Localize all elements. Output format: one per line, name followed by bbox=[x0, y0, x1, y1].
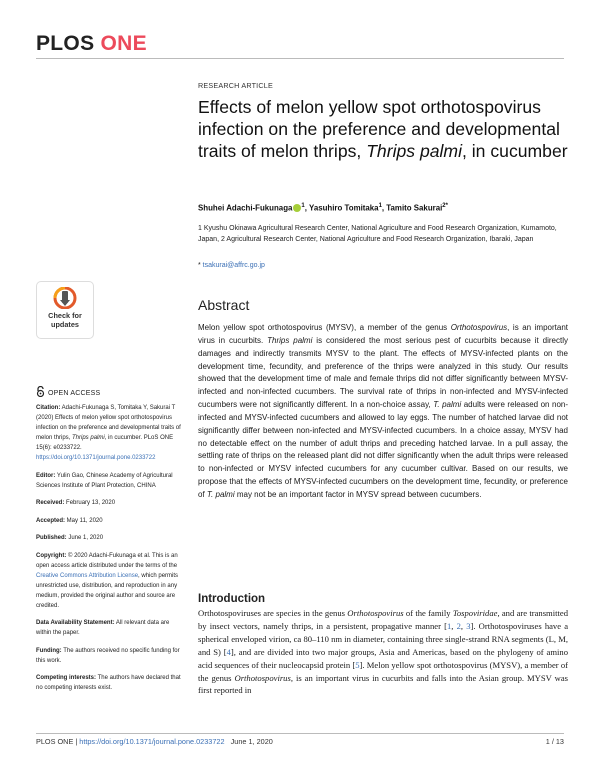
funding-label: Funding: bbox=[36, 647, 62, 654]
footer-citation bbox=[36, 737, 273, 746]
check-updates-label bbox=[37, 312, 93, 329]
intro-italic: Tospoviridae bbox=[452, 608, 498, 618]
citation-text: , in cucumber. PLoS ONE 15(6): e0233722. bbox=[36, 435, 174, 451]
footer-divider bbox=[36, 733, 564, 734]
data-availability-text: All relevant data are within the paper. bbox=[36, 620, 170, 636]
author-2[interactable]: , Yasuhiro Tomitaka bbox=[304, 203, 379, 213]
citation-text: Adachi-Fukunaga S, Tomitaka Y, Sakurai T (2020) Effects of melon yellow spot orthotospovirus infection on the preference and developmental traits of melon thrips, bbox=[36, 405, 181, 441]
logo-one: ONE bbox=[100, 32, 147, 55]
received-block bbox=[36, 498, 186, 508]
corresponding-email bbox=[198, 262, 265, 269]
intro-text: of the family bbox=[403, 608, 453, 618]
intro-text: , and are transmitted by insect vectors, namely thrips, in a persistent, propagative manner [ bbox=[198, 608, 569, 631]
copyright-label: Copyright: bbox=[36, 552, 67, 559]
funding-block bbox=[36, 646, 186, 666]
intro-text: ]. Orthotospoviruses have a spherical enveloped virion, ca 80–110 nm in diameter, containing three single-strand RNA segments (L, M, and S) [ bbox=[198, 620, 569, 657]
introduction-body: Orthotospoviruses are species in the genus Orthotospovirus of the family Tospoviridae, and are transmitted by insect vectors, namely thrips, in a persistent, propagative manner [1, 2, 3]. Orthotospoviruses have a spherical enveloped virion, ca 80–110 nm in diameter, containing three single-strand RNA segments (L, M, and S) [4], and are divided into two major groups, Asia and Americas, based on the phylogeny of amino acid sequences of their nucleocapsid protein [5]. Melon yellow spot orthotospovirus (MYSV), a member of the genus Orthotospovirus, is an important virus in cucurbits and falls into the Asian group. MYSV was first reported in bbox=[198, 608, 569, 696]
footer-doi-link[interactable]: https://doi.org/10.1371/journal.pone.0233722 bbox=[79, 737, 225, 746]
reference-link[interactable]: 3 bbox=[466, 620, 471, 631]
data-availability-label: Data Availability Statement: bbox=[36, 620, 115, 626]
title-end: , in cucumber bbox=[462, 141, 568, 161]
affiliations: 1 Kyushu Okinawa Agricultural Research Center, National Agriculture and Food Research Organization, Kumamoto, Japan, 2 Agricultural Research Center, National Agriculture and Food Research Organization, Ibaraki, Japan bbox=[198, 225, 557, 243]
author-3[interactable]: , Tamito Sakurai bbox=[381, 203, 443, 213]
reference-link[interactable]: 2 bbox=[456, 620, 461, 631]
reference-link[interactable]: 4 bbox=[226, 646, 231, 657]
check-updates-line1: Check for bbox=[48, 311, 82, 320]
abstract-italic: Orthotospovirus bbox=[450, 323, 508, 332]
copyright-text: , which permits unrestricted use, distribution, and reproduction in any medium, provided the original author and source are credited. bbox=[36, 572, 179, 609]
published-date: June 1, 2020 bbox=[66, 535, 104, 541]
editor-label: Editor: bbox=[36, 472, 56, 479]
abstract-heading: Abstract bbox=[198, 297, 250, 313]
author-1[interactable]: Shuhei Adachi-Fukunaga bbox=[198, 203, 293, 213]
introduction-heading: Introduction bbox=[198, 593, 266, 605]
abstract-text: adults were released on non-infected and MYSV-infected cucumbers and allowed to lay eggs. The number of hatched larvae did not significantly differ between non-infected and MYSV-infected cucumbers. In a choice assay, MYSV had no detectable effect on the number of adult thrips and preceding hatched larvae. In a pull assay, the settling rate of thrips on the released plant did not differ significantly when the adult thrips were released to non-infected or MYSV infected cucumbers for any cucumber cultivar. Based on our results, we propose that the effects of MYSV-infected cucumbers on the development time, fecundity, or preference of bbox=[198, 400, 569, 499]
open-access-badge bbox=[36, 386, 100, 397]
received-label: Received: bbox=[36, 500, 65, 506]
copyright-block bbox=[36, 551, 186, 611]
accepted-date: May 11, 2020 bbox=[65, 517, 103, 524]
open-access-label: OPEN ACCESS bbox=[48, 390, 101, 397]
reference-link[interactable]: 5 bbox=[355, 659, 360, 670]
check-for-updates-button[interactable] bbox=[36, 281, 94, 339]
check-updates-line2: updates bbox=[51, 319, 79, 329]
footer-journal: PLOS ONE bbox=[36, 737, 74, 746]
editor-block bbox=[36, 471, 186, 491]
abstract-body bbox=[198, 322, 568, 502]
copyright-text: © 2020 Adachi-Fukunaga et al. This is an open access article distributed under the terms of the bbox=[36, 552, 178, 569]
author-3-affil: 2* bbox=[442, 203, 448, 209]
received-date: February 13, 2020 bbox=[64, 500, 116, 506]
title-text: Effects of melon yellow spot orthotospovirus infection on the preference and developmental traits of melon thrips, bbox=[198, 97, 560, 161]
accepted-block bbox=[36, 516, 186, 526]
author-2-affil: 1 bbox=[378, 203, 382, 209]
accepted-label: Accepted: bbox=[36, 517, 66, 524]
intro-text: , is an important virus in cucurbits and falls into the Asian group. MYSV was first reported in bbox=[198, 672, 568, 696]
editor-text: Yulin Gao, Chinese Academy of Agricultural Sciences Institute of Plant Protection, CHINA bbox=[36, 472, 173, 489]
intro-italic: Orthotospovirus bbox=[234, 672, 291, 683]
competing-interests-block bbox=[36, 673, 186, 693]
journal-logo[interactable] bbox=[36, 32, 147, 56]
published-block bbox=[36, 533, 186, 543]
footer-separator: | bbox=[73, 737, 80, 746]
header-divider bbox=[36, 58, 564, 59]
email-link[interactable]: tsakurai@affrc.go.jp bbox=[202, 262, 265, 269]
citation-block bbox=[36, 403, 186, 463]
author-1-affil: 1 bbox=[301, 203, 305, 209]
abstract-text: Melon yellow spot orthotospovirus (MYSV), a member of the genus bbox=[198, 323, 451, 332]
competing-interests-label: Competing interests: bbox=[36, 675, 97, 681]
abstract-italic: T. palmi bbox=[433, 400, 462, 410]
abstract-text: may not be an important factor in MYSV spread between cucumbers. bbox=[234, 489, 482, 499]
title-species: Thrips palmi bbox=[366, 141, 462, 161]
intro-text: Orthotospoviruses are species in the genus bbox=[198, 608, 348, 618]
intro-text: ]. Melon yellow spot orthotospovirus (MYSV), a member of the genus bbox=[198, 659, 568, 683]
author-list bbox=[198, 203, 448, 213]
funding-text: The authors received no specific funding for this work. bbox=[36, 647, 180, 664]
citation-doi-link[interactable]: https://doi.org/10.1371/journal.pone.0233722 bbox=[36, 455, 156, 461]
abstract-text: is considered the most serious pest of cucurbits because it directly damages and indirectly transmits MYSV to the plant. The effects of MYSV-infected plants on the development time, fecundity, and preference of the thrips were analyzed in this study. Our results showed that the development time of male and female thrips did not differ significantly between MYSV-infected and non-infected cucumbers. The survival rate of thrips in non-infected and MYSV-infected cucumbers were not significantly different. In a non-choice assay, bbox=[198, 335, 568, 410]
email-star: * bbox=[198, 262, 203, 269]
abstract-italic: T. palmi bbox=[206, 489, 235, 499]
open-lock-icon bbox=[36, 386, 45, 397]
logo-plos: PLOS bbox=[36, 32, 95, 55]
footer-date: June 1, 2020 bbox=[230, 737, 273, 746]
published-label: Published: bbox=[36, 535, 67, 541]
license-link[interactable]: Creative Commons Attribution License bbox=[36, 572, 139, 579]
page-number: 1 / 13 bbox=[545, 737, 564, 746]
abstract-text: , is an important virus in cucurbits. bbox=[198, 323, 568, 345]
article-metadata-sidebar bbox=[36, 403, 186, 701]
intro-text: ], and are divided into two major groups, Asia and Americas, based on the phylogeny of amino acid sequences of their nucleocapsid protein [ bbox=[198, 646, 568, 670]
abstract-italic: Thrips palmi bbox=[267, 335, 313, 345]
citation-italic: Thrips palmi bbox=[72, 435, 105, 441]
article-title bbox=[198, 96, 568, 162]
reference-link[interactable]: 1 bbox=[446, 620, 452, 631]
competing-interests-text: The authors have declared that no competing interests exist. bbox=[36, 675, 181, 691]
article-type: RESEARCH ARTICLE bbox=[198, 81, 273, 90]
data-availability-block bbox=[36, 618, 186, 638]
intro-italic: Orthotospovirus bbox=[347, 608, 404, 618]
citation-label: Citation: bbox=[36, 405, 61, 411]
check-updates-icon bbox=[51, 287, 79, 309]
